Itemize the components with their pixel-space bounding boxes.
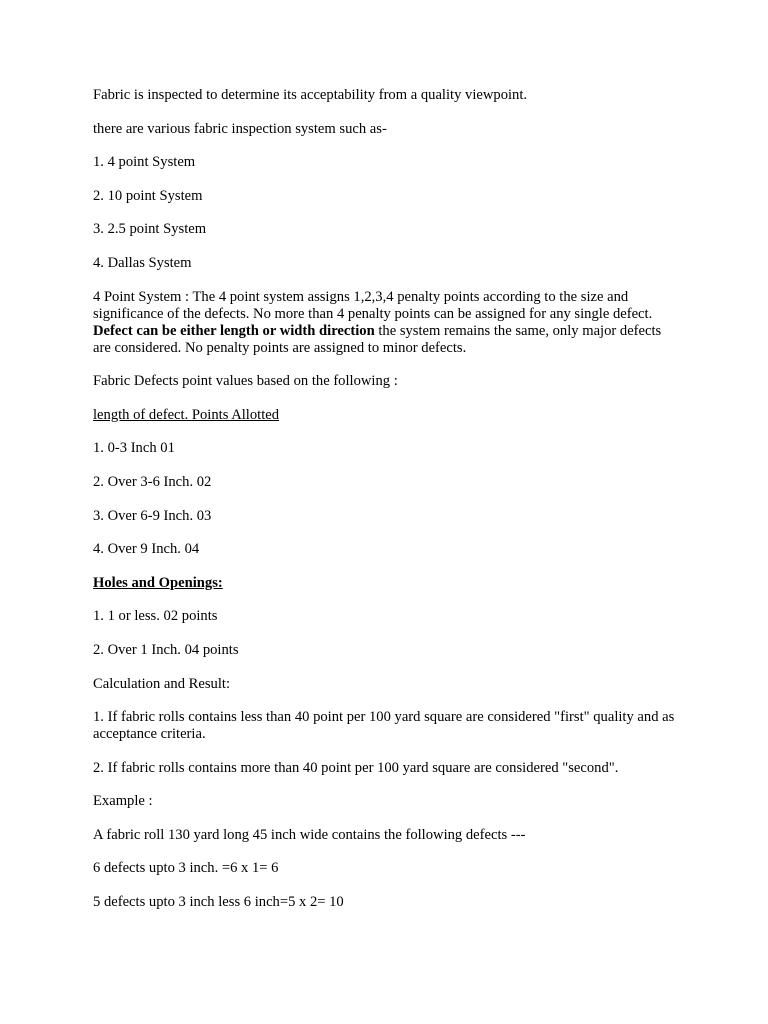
example-header: Example : <box>93 793 153 810</box>
holes-item: 1. 1 or less. 02 points <box>93 608 218 625</box>
point-values-intro: Fabric Defects point values based on the following : <box>93 373 398 390</box>
four-point-text-start: 4 Point System : The 4 point system assigns 1,2,3,4 penalty points according to the size and significance of the defects. No more than 4 penalty points can be assigned for any single defect. <box>93 288 653 322</box>
intro-paragraph: Fabric is inspected to determine its acceptability from a quality viewpoint. <box>93 87 528 103</box>
length-item: 3. Over 6-9 Inch. 03 <box>93 507 212 524</box>
length-table-header: length of defect. Points Allotted <box>93 406 280 423</box>
system-item: 1. 4 point System <box>93 154 196 171</box>
holes-header: Holes and Openings: <box>93 574 223 591</box>
four-point-text-end: the system remains the same, only major defects are considered. No penalty points are assigned to minor defects. <box>93 322 662 356</box>
holes-item: 2. Over 1 Inch. 04 points <box>93 641 239 658</box>
example-item: 6 defects upto 3 inch. =6 x 1= 6 <box>93 860 279 877</box>
length-item: 1. 0-3 Inch 01 <box>93 440 175 457</box>
calculation-header: Calculation and Result: <box>93 675 230 692</box>
calculation-item: 2. If fabric rolls contains more than 40 point per 100 yard square are considered "second". <box>93 759 619 776</box>
four-point-bold-text: Defect can be either length or width direction <box>93 322 375 339</box>
systems-intro: there are various fabric inspection system such as- <box>93 120 387 137</box>
length-item: 2. Over 3-6 Inch. 02 <box>93 473 212 490</box>
system-item: 2. 10 point System <box>93 187 203 204</box>
length-item: 4. Over 9 Inch. 04 <box>93 541 200 558</box>
system-item: 4. Dallas System <box>93 254 192 271</box>
example-intro: A fabric roll 130 yard long 45 inch wide contains the following defects --- <box>93 826 526 843</box>
system-item: 3. 2.5 point System <box>93 221 207 238</box>
example-item: 5 defects upto 3 inch less 6 inch=5 x 2= 10 <box>93 894 344 911</box>
four-point-paragraph <box>93 289 678 357</box>
calculation-item: 1. If fabric rolls contains less than 40 point per 100 yard square are considered "first" quality and as acceptance criteria. <box>93 709 675 743</box>
